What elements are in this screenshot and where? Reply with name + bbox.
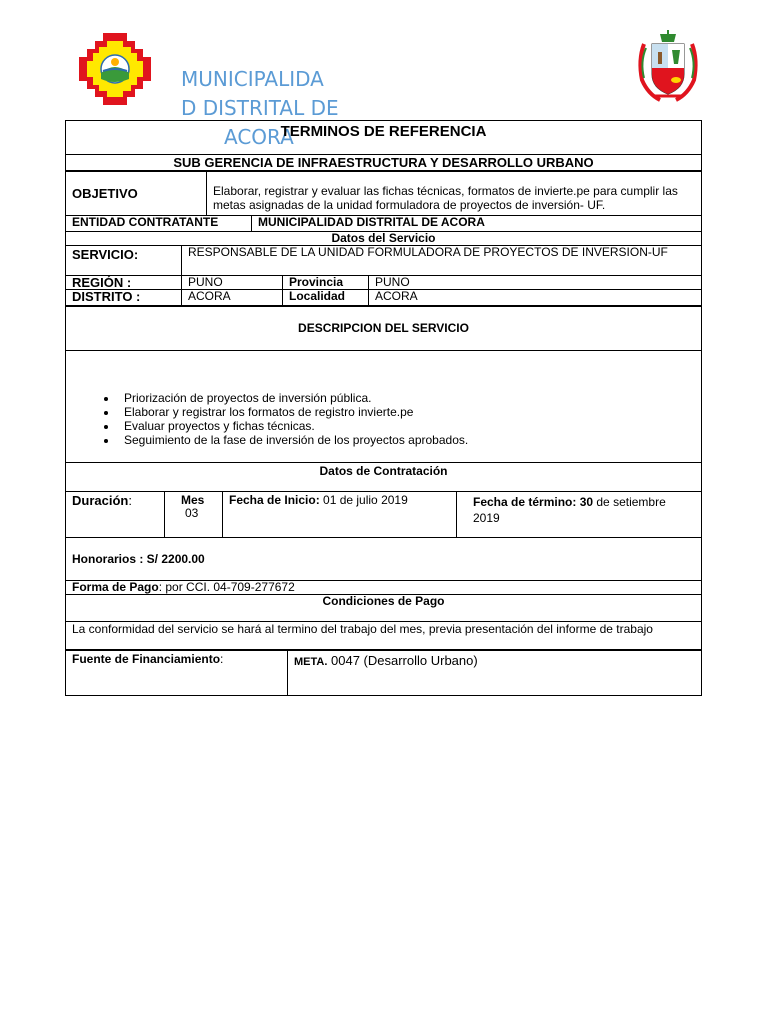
inicio-label: Fecha de Inicio:: [229, 493, 320, 507]
termino-cell: [457, 492, 702, 538]
entidad-table: [65, 215, 702, 232]
list-item: • Elaborar y registrar los formatos de registro invierte.pe: [118, 405, 695, 419]
entidad-value: MUNICIPALIDAD DISTRITAL DE ACORA: [252, 216, 702, 232]
fuente-colon: :: [220, 652, 224, 666]
duracion-cell: [66, 492, 165, 538]
region-label: REGIÓN :: [66, 276, 182, 290]
duracion-table: [65, 491, 702, 538]
meta-value: 0047 (Desarrollo Urbano): [327, 653, 478, 668]
municipality-name-line-3: ACORA: [224, 125, 294, 149]
inicio-value: 01 de julio 2019: [319, 493, 408, 507]
distrito-value: ACORA: [182, 290, 283, 306]
list-item: • Evaluar proyectos y fichas técnicas.: [118, 419, 695, 433]
municipality-name-line-2: D DISTRITAL DE: [181, 96, 339, 120]
fuente-table: [65, 650, 702, 696]
duracion-colon: :: [128, 493, 132, 508]
provincia-value: PUNO: [369, 276, 702, 290]
mes-label: Mes: [181, 493, 205, 507]
provincia-label: Provincia: [283, 276, 369, 290]
pago-table: [65, 537, 702, 650]
termino-value: de setiembre 2019: [473, 495, 666, 525]
coat-of-arms: [634, 30, 702, 102]
subtitle: SUB GERENCIA DE INFRAESTRUCTURA Y DESARROLLO URBANO: [66, 155, 702, 172]
meta-label: META.: [294, 656, 328, 668]
descripcion-body: [66, 351, 702, 463]
municipality-logo: [79, 33, 151, 105]
municipality-name-line-1: MUNICIPALIDA: [181, 67, 324, 91]
forma-pago-value: : por CCI. 04-709-277672: [158, 580, 295, 594]
list-item: • Seguimiento de la fase de inversión de los proyectos aprobados.: [118, 433, 695, 447]
termino-label: Fecha de término: 30: [473, 495, 594, 509]
localidad-label: Localidad: [283, 290, 369, 306]
servicio-table: [65, 231, 702, 306]
servicio-label: SERVICIO:: [66, 246, 182, 276]
region-value: PUNO: [182, 276, 283, 290]
mes-value: 03: [185, 506, 199, 520]
inicio-cell: [223, 492, 457, 538]
meta-cell: [288, 651, 702, 696]
forma-pago-label: Forma de Pago: [72, 580, 159, 594]
title-table: [65, 120, 702, 172]
distrito-label: DISTRITO :: [66, 290, 182, 306]
servicio-value: RESPONSABLE DE LA UNIDAD FORMULADORA DE PROYECTOS DE INVERSION-UF: [182, 246, 702, 276]
descripcion-header: DESCRIPCION DEL SERVICIO: [66, 307, 702, 351]
objetivo-table: [65, 170, 702, 216]
honorarios: Honorarios : S/ 2200.00: [66, 538, 702, 581]
list-item: • Priorización de proyectos de inversión pública.: [118, 391, 695, 405]
document-title: TERMINOS DE REFERENCIA: [66, 121, 702, 155]
localidad-value: ACORA: [369, 290, 702, 306]
condiciones-text: La conformidad del servicio se hará al termino del trabajo del mes, previa presentación del informe de trabajo: [66, 622, 702, 650]
datos-servicio-header: Datos del Servicio: [66, 232, 702, 246]
fuente-label: Fuente de Financiamiento: [72, 652, 221, 666]
condiciones-header: Condiciones de Pago: [66, 595, 702, 622]
contratacion-header: Datos de Contratación: [66, 463, 702, 492]
objetivo-label: OBJETIVO: [66, 171, 207, 216]
objetivo-text: Elaborar, registrar y evaluar las fichas técnicas, formatos de invierte.pe para cumplir las metas asignadas de la unidad formuladora de proyectos de inversión- UF.: [207, 171, 702, 216]
descripcion-table: [65, 306, 702, 492]
forma-pago-cell: [66, 581, 702, 595]
descripcion-list: [72, 391, 695, 447]
entidad-label: ENTIDAD CONTRATANTE: [66, 216, 252, 232]
duracion-label: Duración: [72, 493, 129, 508]
mes-cell: [165, 492, 223, 538]
fuente-cell: [66, 651, 288, 696]
